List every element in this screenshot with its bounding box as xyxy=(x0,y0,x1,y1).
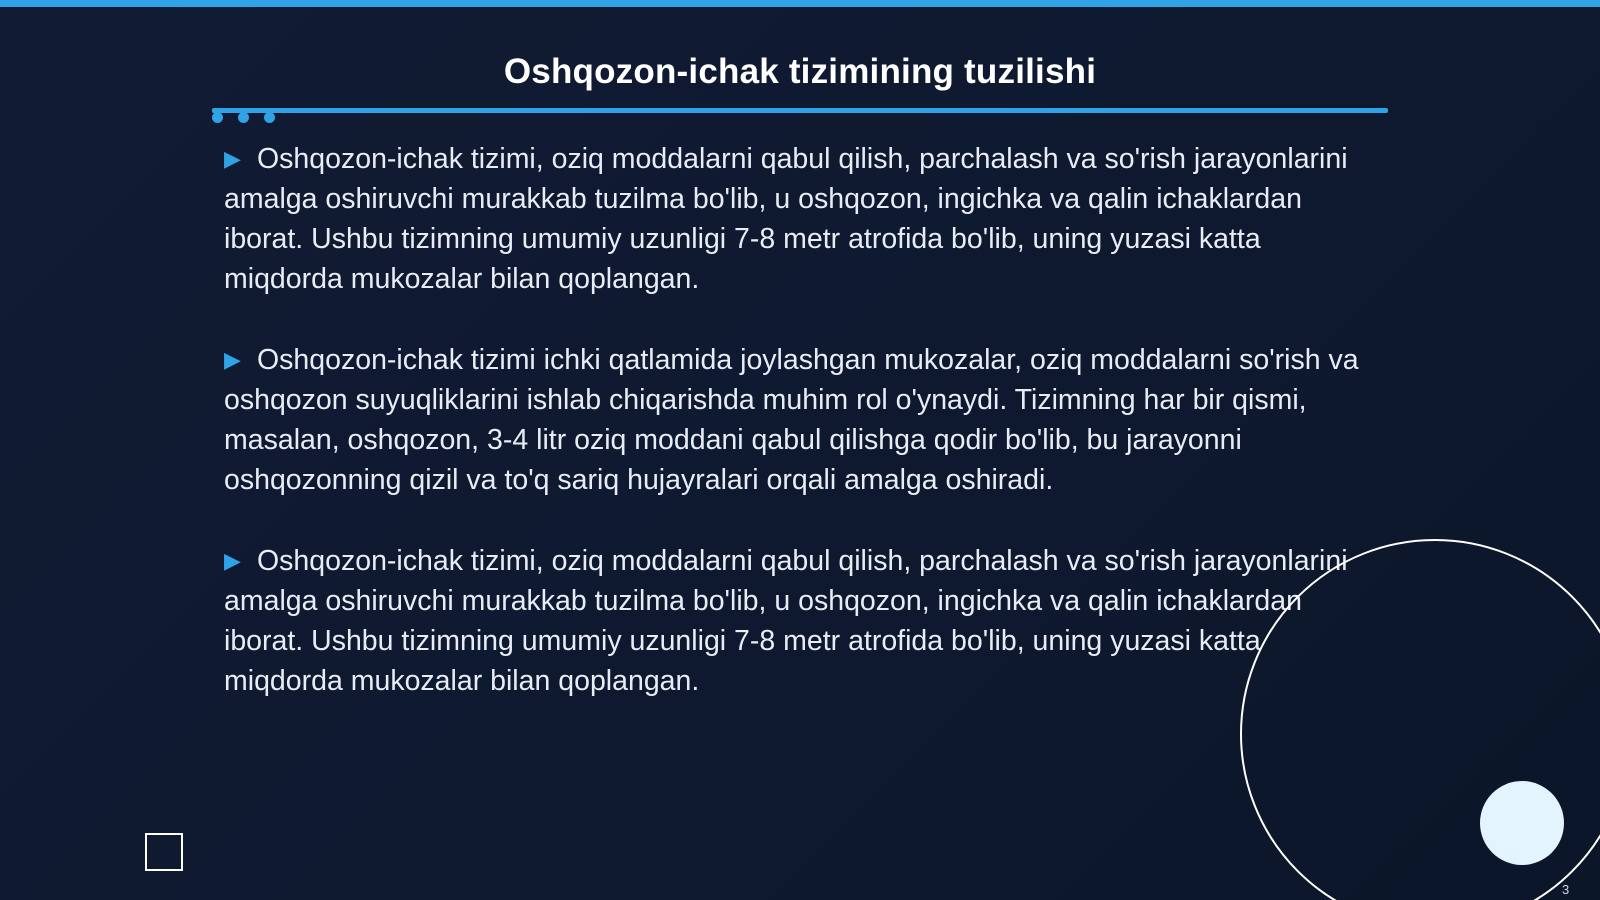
decor-dot xyxy=(264,112,275,123)
decor-filled-circle xyxy=(1480,781,1564,865)
slide-title: Oshqozon-ichak tizimining tuzilishi xyxy=(503,52,1097,91)
decor-dot xyxy=(238,112,249,123)
page-number: 3 xyxy=(1562,882,1570,897)
decor-dots xyxy=(212,112,282,126)
paragraph-text: Oshqozon-ichak tizimi, oziq moddalarni qabul qilish, parchalash va so'rish jarayonlarini amalga oshiruvchi murakkab tuzilma bo'lib, u oshqozon, ingichka va qalin ichaklardan iborat. Ushbu tizimning umumiy uzunligi 7-8 metr atrofida bo'lib, uning yuzasi katta miqdorda mukozalar bilan qoplangan. xyxy=(224,545,1348,697)
slide-body xyxy=(224,139,1374,742)
triangle-bullet-icon: ▶ xyxy=(224,146,241,171)
paragraph-text: Oshqozon-ichak tizimi, oziq moddalarni qabul qilish, parchalash va so'rish jarayonlarini amalga oshiruvchi murakkab tuzilma bo'lib, u oshqozon, ingichka va qalin ichaklardan iborat. Ushbu tizimning umumiy uzunligi 7-8 metr atrofida bo'lib, uning yuzasi katta miqdorda mukozalar bilan qoplangan. xyxy=(224,143,1348,295)
paragraph-text: Oshqozon-ichak tizimi ichki qatlamida joylashgan mukozalar, oziq moddalarni so'rish va oshqozon suyuqliklarini ishlab chiqarishda muhim rol o'ynaydi. Tizimning har bir qismi, masalan, oshqozon, 3-4 litr oziq moddani qabul qilishga qodir bo'lib, bu jarayonni oshqozonning qizil va to'q sariq hujayralari orqali amalga oshiradi. xyxy=(224,344,1359,496)
bullet-paragraph xyxy=(224,139,1374,299)
bullet-paragraph xyxy=(224,340,1374,500)
decor-square-outline xyxy=(145,833,183,871)
decor-dot xyxy=(212,112,223,123)
triangle-bullet-icon: ▶ xyxy=(224,347,241,372)
title-underline xyxy=(212,108,1388,113)
top-accent-bar xyxy=(0,0,1600,7)
bullet-paragraph xyxy=(224,541,1374,701)
triangle-bullet-icon: ▶ xyxy=(224,548,241,573)
